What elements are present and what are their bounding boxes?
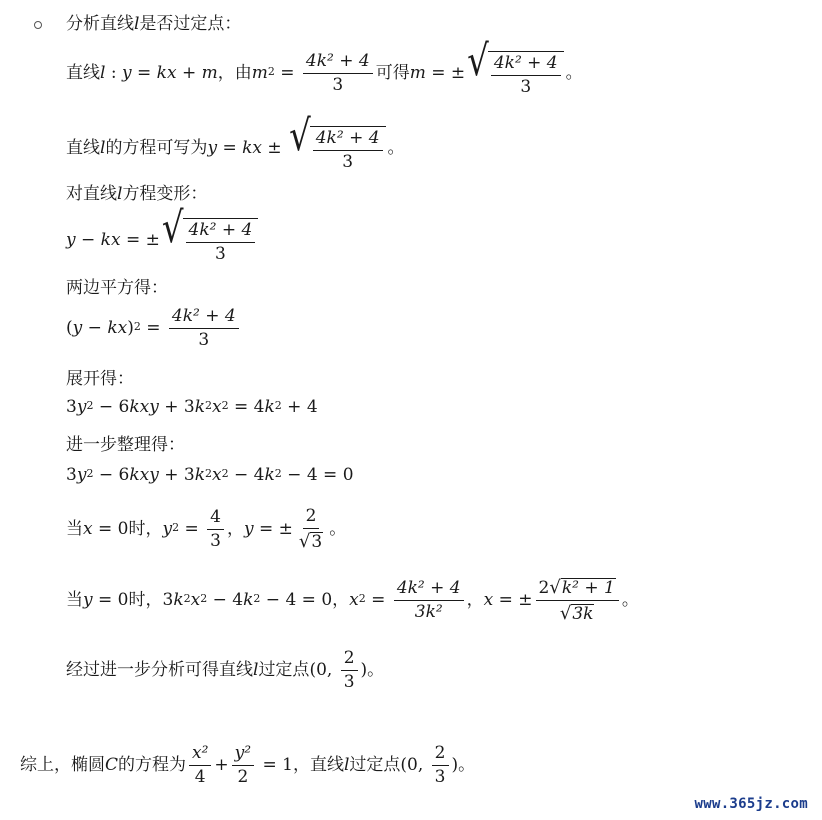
case-y-zero: 当 y = 0 时， 3 k $^2$ x $^2$ − 4 k $^2$ − 4 = 0， x $^2$ = $\frac{\text{4k² + 4}}{\text{3k²}}$ ， x = ± 2 √ k² + 1 √ 3k 。 <box>66 577 639 624</box>
fraction: $\frac{\text{4k² + 4}}{\text{3k²}}$ <box>394 580 464 621</box>
final-summary: 综上，椭圆 C 的方程为 $\frac{\text{x²}}{4}$ + $\frac{\text{y²}}{2}$ = 1， 直线 l 过定点 (0, $\frac{2}{3}$ ) 。 <box>20 743 476 787</box>
square-heading: 两边平方得： <box>66 278 168 298</box>
fraction: $\frac{\text{y²}}{2}$ <box>232 745 254 786</box>
transformed-equation: y − kx = ± √ $\frac{\text{4k² + 4}}{3}$ <box>66 218 260 263</box>
square-root: √ $\frac{\text{4k² + 4}}{3}$ <box>467 51 563 96</box>
fraction: $\frac{2}{3}$ <box>432 745 449 786</box>
watermark: www.365jz.com <box>694 796 808 812</box>
fraction: $\frac{4}{3}$ <box>207 509 224 550</box>
simplified-equation: 3 y $^2$ − 6 kxy + 3 k $^2$ x $^2$ − 4 k $^2$ − 4 = 0 <box>66 465 354 485</box>
fraction: $\frac{\text{4k² + 4}}{3}$ <box>169 308 239 349</box>
squared-equation: ( y − kx ) $^2$ = $\frac{\text{4k² + 4}}{3}$ <box>66 308 242 349</box>
expanded-equation: 3 y $^2$ − 6 kxy + 3 k $^2$ x $^2$ = 4 k $^2$ + 4 <box>66 397 318 417</box>
fraction: 2 √ k² + 1 √ 3k <box>536 578 619 623</box>
line-rewritten: 直线 l 的方程可写为 y = kx ± √ $\frac{\text{4k² + 4}}{3}$ 。 <box>66 111 405 172</box>
square-root: √ $\frac{\text{4k² + 4}}{3}$ <box>289 126 385 171</box>
fraction: $\frac{\text{x²}}{4}$ <box>189 745 211 786</box>
bullet-circle-icon <box>34 21 42 29</box>
square-root: √ $\frac{\text{4k² + 4}}{3}$ <box>162 218 258 263</box>
expand-heading: 展开得： <box>66 369 134 389</box>
fraction: 2 √ 3 <box>298 506 323 552</box>
fraction: $\frac{\text{4k² + 4}}{3}$ <box>303 53 373 94</box>
simplify-heading: 进一步整理得： <box>66 435 185 455</box>
line-equation: 直线 l : y = kx + m ， 由 m $^2$ = $\frac{\text{4k² + 4}}{3}$ 可得 m = ± √ $\frac{\text{4k² + 4}}{3}$ 。 <box>66 36 583 97</box>
transform-heading: 对直线 l 方程变形： <box>66 184 208 204</box>
analysis-heading: 分析直线 l 是否过定点： <box>66 14 242 34</box>
fixed-point-conclusion: 经过进一步分析可得直线 l 过定点 (0, $\frac{2}{3}$ ) 。 <box>66 648 385 692</box>
fraction: $\frac{2}{3}$ <box>341 650 358 691</box>
case-x-zero: 当 x = 0 时， y $^2$ = $\frac{4}{3}$ ， y = ± 2 √ 3 。 <box>66 506 347 552</box>
